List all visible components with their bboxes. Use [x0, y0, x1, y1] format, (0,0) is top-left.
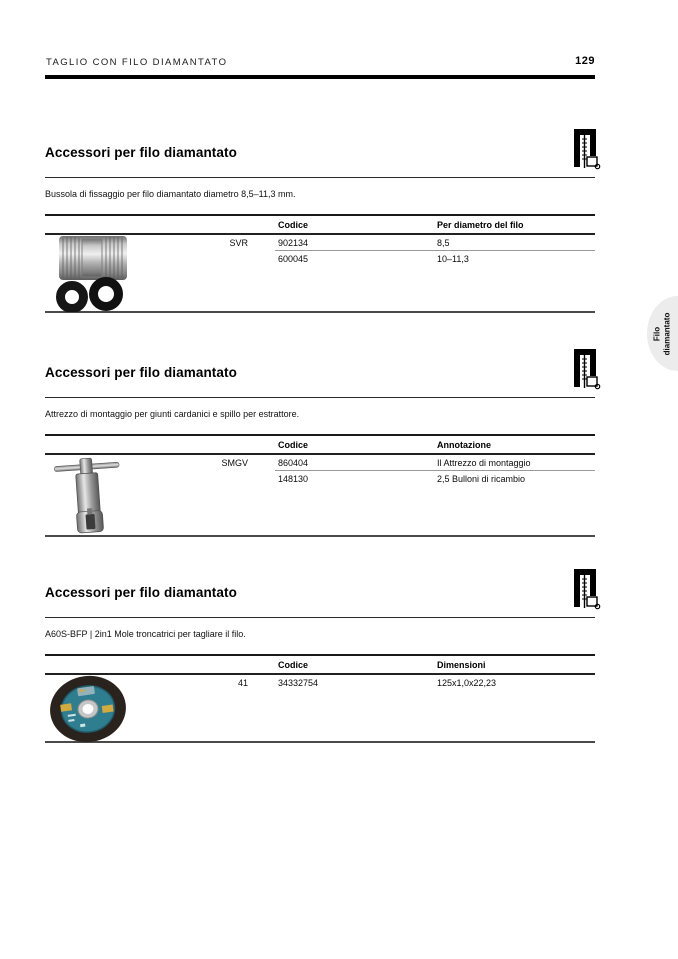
cell-diametro: 10–11,3 [437, 254, 469, 264]
column-header-codice: Codice [278, 660, 309, 670]
column-header-codice: Codice [278, 220, 309, 230]
cutting-disc-image [47, 672, 129, 751]
header-rule [45, 75, 595, 79]
column-header-dimensioni: Dimensioni [437, 660, 486, 670]
coupling-sleeve-image [49, 230, 149, 317]
section-description: A60S-BFP | 2in1 Mole troncatrici per tagliare il filo. [45, 629, 246, 639]
section-description: Attrezzo di montaggio per giunti cardanici e spillo per estrattore. [45, 409, 300, 419]
cell-codice: 902134 [278, 238, 309, 248]
section-rule [45, 177, 595, 178]
side-tab-line2: diamantato [662, 312, 672, 355]
cell-codice: 148130 [278, 474, 309, 484]
cell-diametro: 8,5 [437, 238, 450, 248]
section-rule [45, 617, 595, 618]
wire-saw-icon [567, 128, 603, 170]
product-table [45, 434, 595, 537]
section-attrezzo [45, 348, 595, 548]
section-title: Accessori per filo diamantato [45, 145, 237, 160]
product-model: 41 [237, 678, 248, 688]
product-table [45, 654, 595, 743]
cell-annotazione: Il Attrezzo di montaggio [437, 458, 531, 468]
chapter-side-tab-label [653, 312, 673, 355]
section-rule [45, 397, 595, 398]
page-number: 129 [575, 55, 595, 67]
chapter-side-tab [647, 296, 678, 371]
wire-saw-icon [567, 568, 603, 610]
section-mole [45, 568, 595, 768]
section-bussola [45, 128, 595, 328]
cell-codice: 34332754 [278, 678, 319, 688]
side-tab-line1: Filo [652, 326, 662, 341]
column-header-annotazione: Annotazione [437, 440, 491, 450]
column-header-codice: Codice [278, 440, 309, 450]
column-header-diametro: Per diametro del filo [437, 220, 524, 230]
wire-saw-icon [567, 348, 603, 390]
product-table [45, 214, 595, 313]
cell-codice: 860404 [278, 458, 309, 468]
cell-dimensioni: 125x1,0x22,23 [437, 678, 497, 688]
cell-codice: 600045 [278, 254, 309, 264]
product-model: SVR [229, 238, 248, 248]
cell-annotazione: 2,5 Bulloni di ricambio [437, 474, 526, 484]
mounting-tool-image [51, 448, 136, 543]
section-description: Bussola di fissaggio per filo diamantato diametro 8,5–11,3 mm. [45, 189, 296, 199]
product-model: SMGV [221, 458, 248, 468]
running-header-title: TAGLIO CON FILO DIAMANTATO [46, 57, 228, 68]
section-title: Accessori per filo diamantato [45, 585, 237, 600]
section-title: Accessori per filo diamantato [45, 365, 237, 380]
